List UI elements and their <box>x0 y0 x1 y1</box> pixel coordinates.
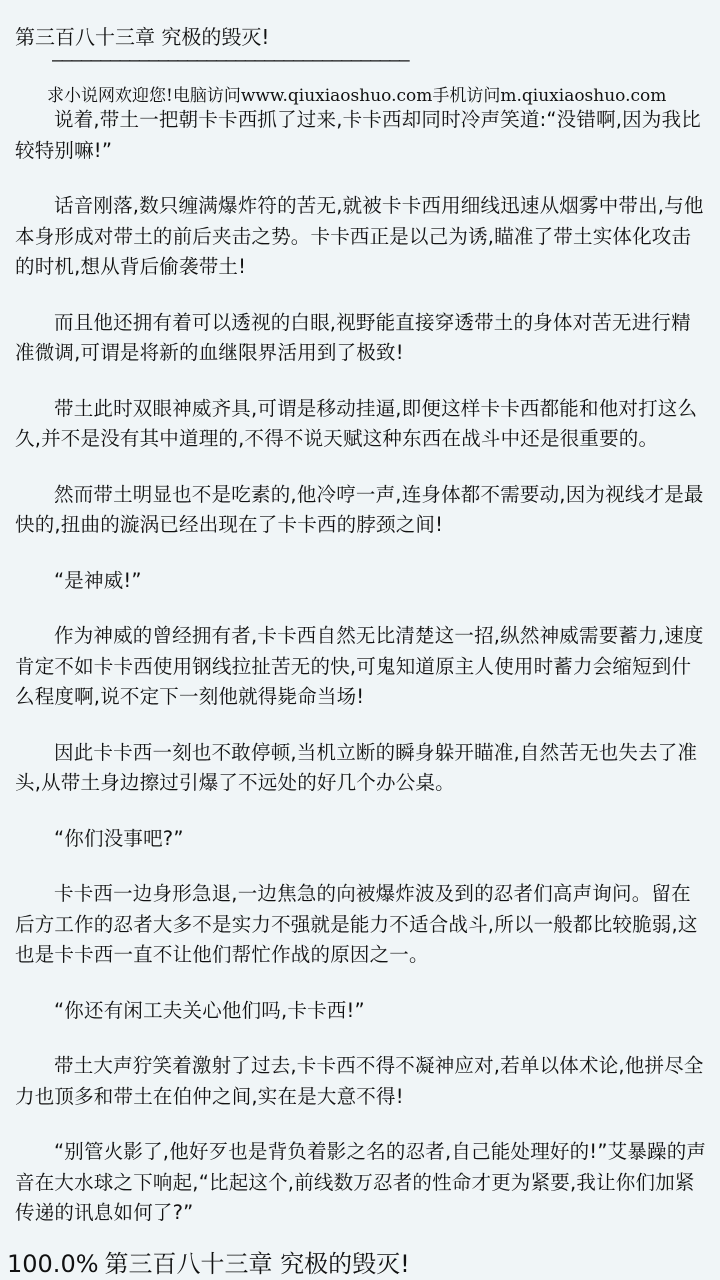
reading-status-bar <box>7 1246 410 1280</box>
paragraph: 然而带土明显也不是吃素的,他冷哼一声,连身体都不需要动,因为视线才是最快的,扭曲的漩涡已经出现在了卡卡西的脖颈之间! <box>15 482 704 536</box>
paragraph: “你还有闲工夫关心他们吗,卡卡西!” <box>54 998 365 1022</box>
paragraph: “你们没事吧?” <box>54 826 184 850</box>
paragraph: “是神威!” <box>54 568 142 592</box>
status-chapter-title: 第三百八十三章 究极的毁灭! <box>104 1250 410 1278</box>
paragraph: 因此卡卡西一刻也不敢停顿,当机立断的瞬身躲开瞄准,自然苦无也失去了准头,从带土身边擦过引爆了不远处的好几个办公桌。 <box>15 740 698 794</box>
title-separator: ————————————————————————————————————— <box>52 50 409 71</box>
paragraph: 作为神威的曾经拥有者,卡卡西自然无比清楚这一招,纵然神威需要蓄力,速度肯定不如卡卡西使用钢线拉扯苦无的快,可鬼知道原主人使用时蓄力会缩短到什么程度啊,说不定下一刻他就得毙命当场! <box>15 624 704 708</box>
paragraph: 带土大声狞笑着激射了过去,卡卡西不得不凝神应对,若单以体术论,他拼尽全力也顶多和带土在伯仲之间,实在是大意不得! <box>15 1054 704 1108</box>
chapter-content <box>15 105 707 1250</box>
paragraph: “别管火影了,他好歹也是背负着影之名的忍者,自己能处理好的!”艾暴躁的声音在大水球之下响起,“比起这个,前线数万忍者的性命才更为紧要,我让你们加紧传递的讯息如何了?” <box>15 1140 707 1224</box>
paragraph: 话音刚落,数只缠满爆炸符的苦无,就被卡卡西用细线迅速从烟雾中带出,与他本身形成对带土的前后夹击之势。卡卡西正是以己为诱,瞄准了带土实体化攻击的时机,想从背后偷袭带土! <box>15 194 704 278</box>
paragraph: 说着,带土一把朝卡卡西抓了过来,卡卡西却同时冷声笑道:“没错啊,因为我比较特别嘛!” <box>15 108 701 162</box>
chapter-title: 第三百八十三章 究极的毁灭! <box>15 25 270 49</box>
paragraph: 带土此时双眼神威齐具,可谓是移动挂逼,即便这样卡卡西都能和他对打这么久,并不是没有其中道理的,不得不说天赋这种东西在战斗中还是很重要的。 <box>15 396 698 450</box>
paragraph: 而且他还拥有着可以透视的白眼,视野能直接穿透带土的身体对苦无进行精准微调,可谓是将新的血继限界活用到了极致! <box>15 310 691 364</box>
reading-progress: 100.0% <box>7 1250 99 1278</box>
paragraph: 卡卡西一边身形急退,一边焦急的向被爆炸波及到的忍者们高声询问。留在后方工作的忍者大多不是实力不强就是能力不适合战斗,所以一般都比较脆弱,这也是卡卡西一直不让他们帮忙作战的原因之一。 <box>15 882 698 966</box>
site-notice: 求小说网欢迎您!电脑访问www.qiuxiaoshuo.com手机访问m.qiuxiaoshuo.com <box>47 86 667 106</box>
